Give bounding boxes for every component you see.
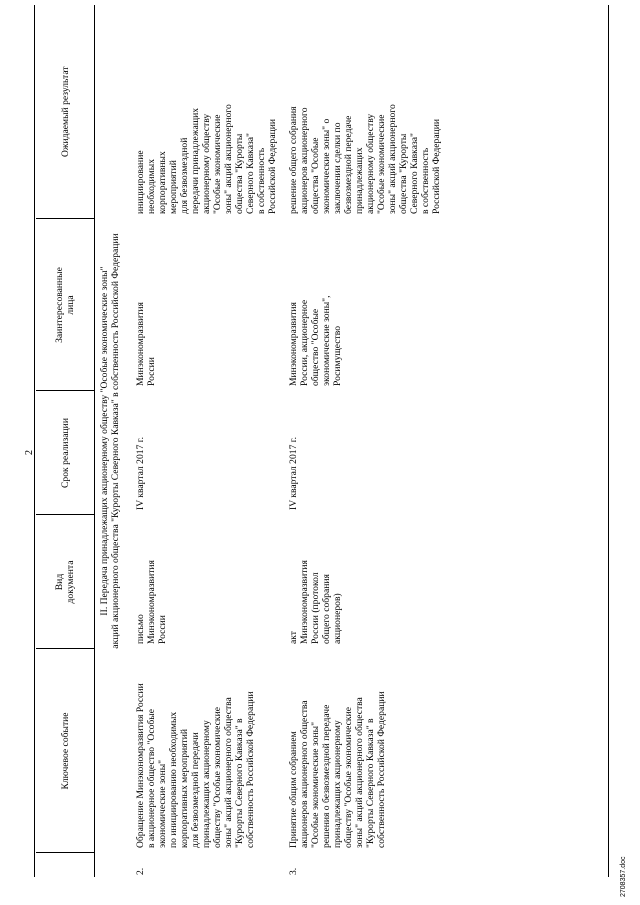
page-number: 2 bbox=[24, 450, 35, 455]
table-row bbox=[131, 5, 284, 877]
key-event-cell: Обращение Минэкономразвития России в акционерное общество "Особые экономические зоны" по инициированию необходимых корпоративных мероприятий для безвозмездной передачи принадлежащих акционерному обществу "Особые экономические зоны" акций акционерного общества "Курорты Северного Кавказа" в собственность Российской Федерации bbox=[135, 683, 256, 848]
document-type-cell: акт Минэкономразвития России (протокол общего собрания акционеров) bbox=[288, 560, 343, 644]
section-title-line-1: II. Передача принадлежащих акционерному обществу "Особые экономические зоны" bbox=[99, 266, 110, 616]
row-number: 3. bbox=[288, 867, 299, 875]
table-row bbox=[284, 5, 448, 877]
table-header bbox=[36, 5, 95, 877]
header-expected-result: Ожидаемый результат bbox=[36, 5, 95, 219]
document-id: 2708357.doc bbox=[620, 856, 627, 897]
row-number: 2. bbox=[135, 867, 146, 875]
header-key-event: Ключевое событие bbox=[36, 649, 95, 853]
table-bottom-rule bbox=[608, 5, 609, 877]
deadline-cell: IV квартал 2017 г. bbox=[288, 436, 299, 510]
expected-result-cell: инициирование необходимых корпоративных мероприятий для безвозмездной передачи принадлежащих акционерному обществу "Особые экономические зоны" акций акционерного общества "Курорты Северного Кавказа" в собственность Российской Федерации bbox=[135, 104, 278, 214]
deadline-cell: IV квартал 2017 г. bbox=[135, 436, 146, 510]
section-title bbox=[95, 5, 132, 877]
expected-result-cell: решение общего собрания акционеров акционерного общества "Особые экономические зоны" о заключении сделки по безвозмездной передаче принадлежащих акционерному обществу "Особые экономические зоны" акций акционерного общества "Курорты Северного Кавказа" в собственность Российской Федерации bbox=[288, 104, 442, 214]
header-number bbox=[36, 853, 95, 877]
header-deadline: Срок реализации bbox=[36, 391, 95, 515]
plan-table bbox=[36, 5, 448, 877]
key-event-cell: Принятие общим собранием акционеров акционерного общества "Особые экономические зоны" решения о безвозмездной передаче принадлежащих акционерному обществу "Особые экономические зоны" акций акционерного общества "Курорты Северного Кавказа" в собственность Российской Федерации bbox=[288, 691, 387, 848]
section-title-line-2: акций акционерного общества "Курорты Северного Кавказа" в собственность Российской Федерации bbox=[110, 233, 121, 649]
document-type-cell: письмо Минэкономразвития России bbox=[135, 560, 168, 644]
interested-parties-cell: Минэкономразвития России bbox=[135, 302, 157, 386]
interested-parties-cell: Минэкономразвития России, акционерное общество "Особые экономические зоны", Росимущество bbox=[288, 295, 343, 386]
header-interested-parties: Заинтересованные лица bbox=[36, 219, 95, 391]
section-row bbox=[95, 5, 132, 877]
header-document-type: Вид документа bbox=[36, 515, 95, 649]
table-top-rule bbox=[34, 5, 35, 877]
